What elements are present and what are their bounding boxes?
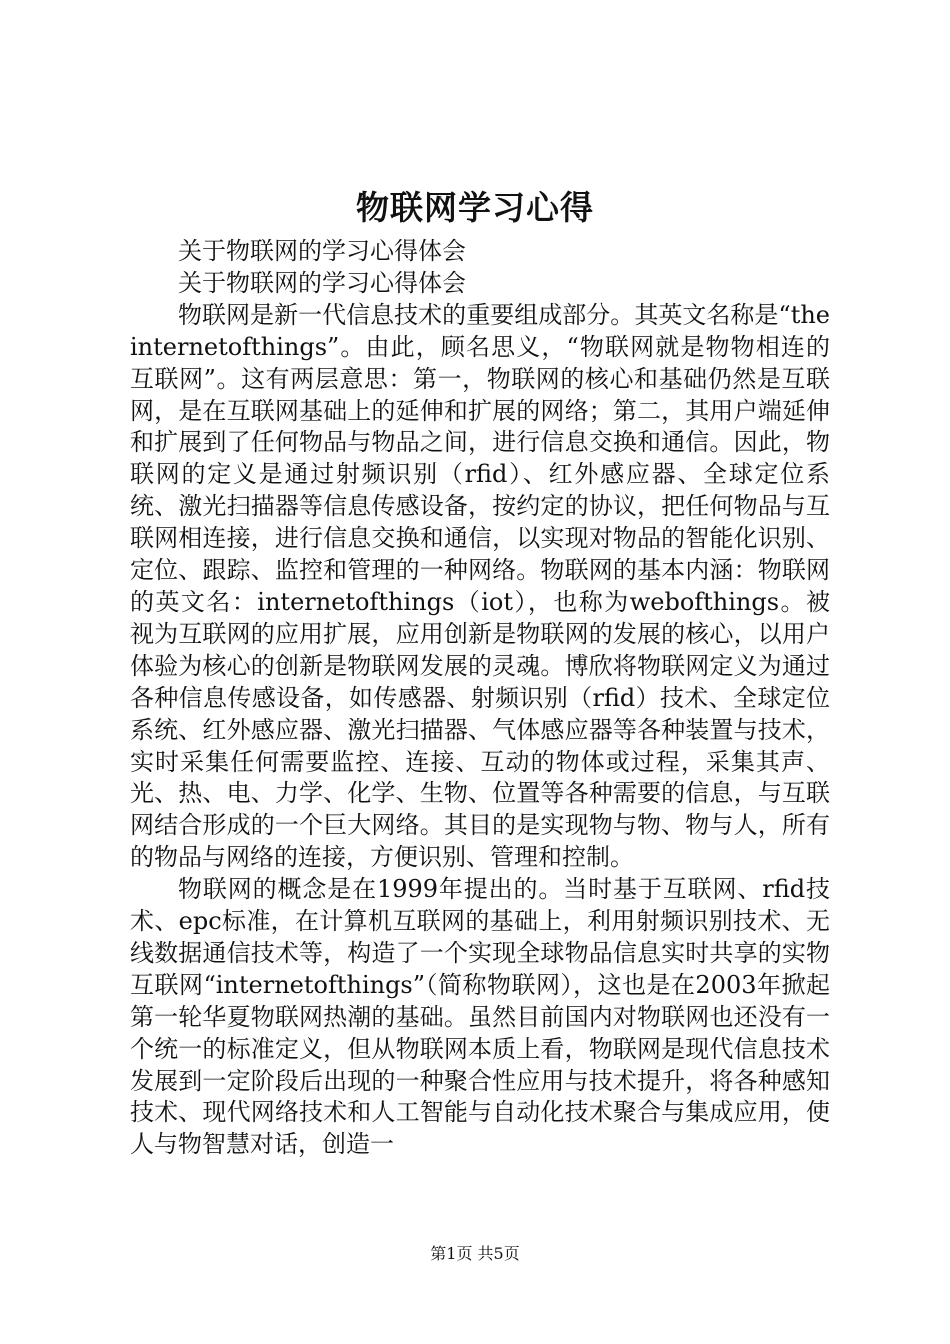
- paragraph-definition: 物联网是新一代信息技术的重要组成部分。其英文名称是“theinternetofthings”。由此，顾名思义，“物联网就是物物相连的互联网”。这有两层意思：第一，物联网的核心和基础仍然是互联网，是在互联网基础上的延伸和扩展的网络；第二，其用户端延伸和扩展到了任何物品与物品之间，进行信息交换和通信。因此，物联网的定义是通过射频识别（rfid）、红外感应器、全球定位系统、激光扫描器等信息传感设备，按约定的协议，把任何物品与互联网相连接，进行信息交换和通信，以实现对物品的智能化识别、定位、跟踪、监控和管理的一种网络。物联网的基本内涵：物联网的英文名：internetofthings（iot），也称为webofthings。被视为互联网的应用扩展，应用创新是物联网的发展的核心，以用户体验为核心的创新是物联网发展的灵魂。博欣将物联网定义为通过各种信息传感设备，如传感器、射频识别（rfid）技术、全球定位系统、红外感应器、激光扫描器、气体感应器等各种装置与技术，实时采集任何需要监控、连接、互动的物体或过程，采集其声、光、热、电、力学、化学、生物、位置等各种需要的信息，与互联网结合形成的一个巨大网络。其目的是实现物与物、物与人，所有的物品与网络的连接，方便识别、管理和控制。: [130, 300, 830, 872]
- document-body: [130, 236, 830, 1161]
- paragraph-subtitle-2: 关于物联网的学习心得体会: [178, 268, 466, 297]
- page-number-footer: 第1页 共5页: [430, 1244, 520, 1263]
- paragraph-history: 物联网的概念是在1999年提出的。当时基于互联网、rfid技术、epc标准，在计算机互联网的基础上，利用射频识别技术、无线数据通信技术等，构造了一个实现全球物品信息实时共享的实物互联网“internetofthings”（简称物联网），这也是在2003年掀起第一轮华夏物联网热潮的基础。虽然目前国内对物联网也还没有一个统一的标准定义，但从物联网本质上看，物联网是现代信息技术发展到一定阶段后出现的一种聚合性应用与技术提升，将各种感知技术、现代网络技术和人工智能与自动化技术聚合与集成应用，使人与物智慧对话，创造一: [130, 875, 830, 1159]
- paragraph-subtitle-1: 关于物联网的学习心得体会: [178, 237, 466, 265]
- document-title: 物联网学习心得: [356, 188, 594, 227]
